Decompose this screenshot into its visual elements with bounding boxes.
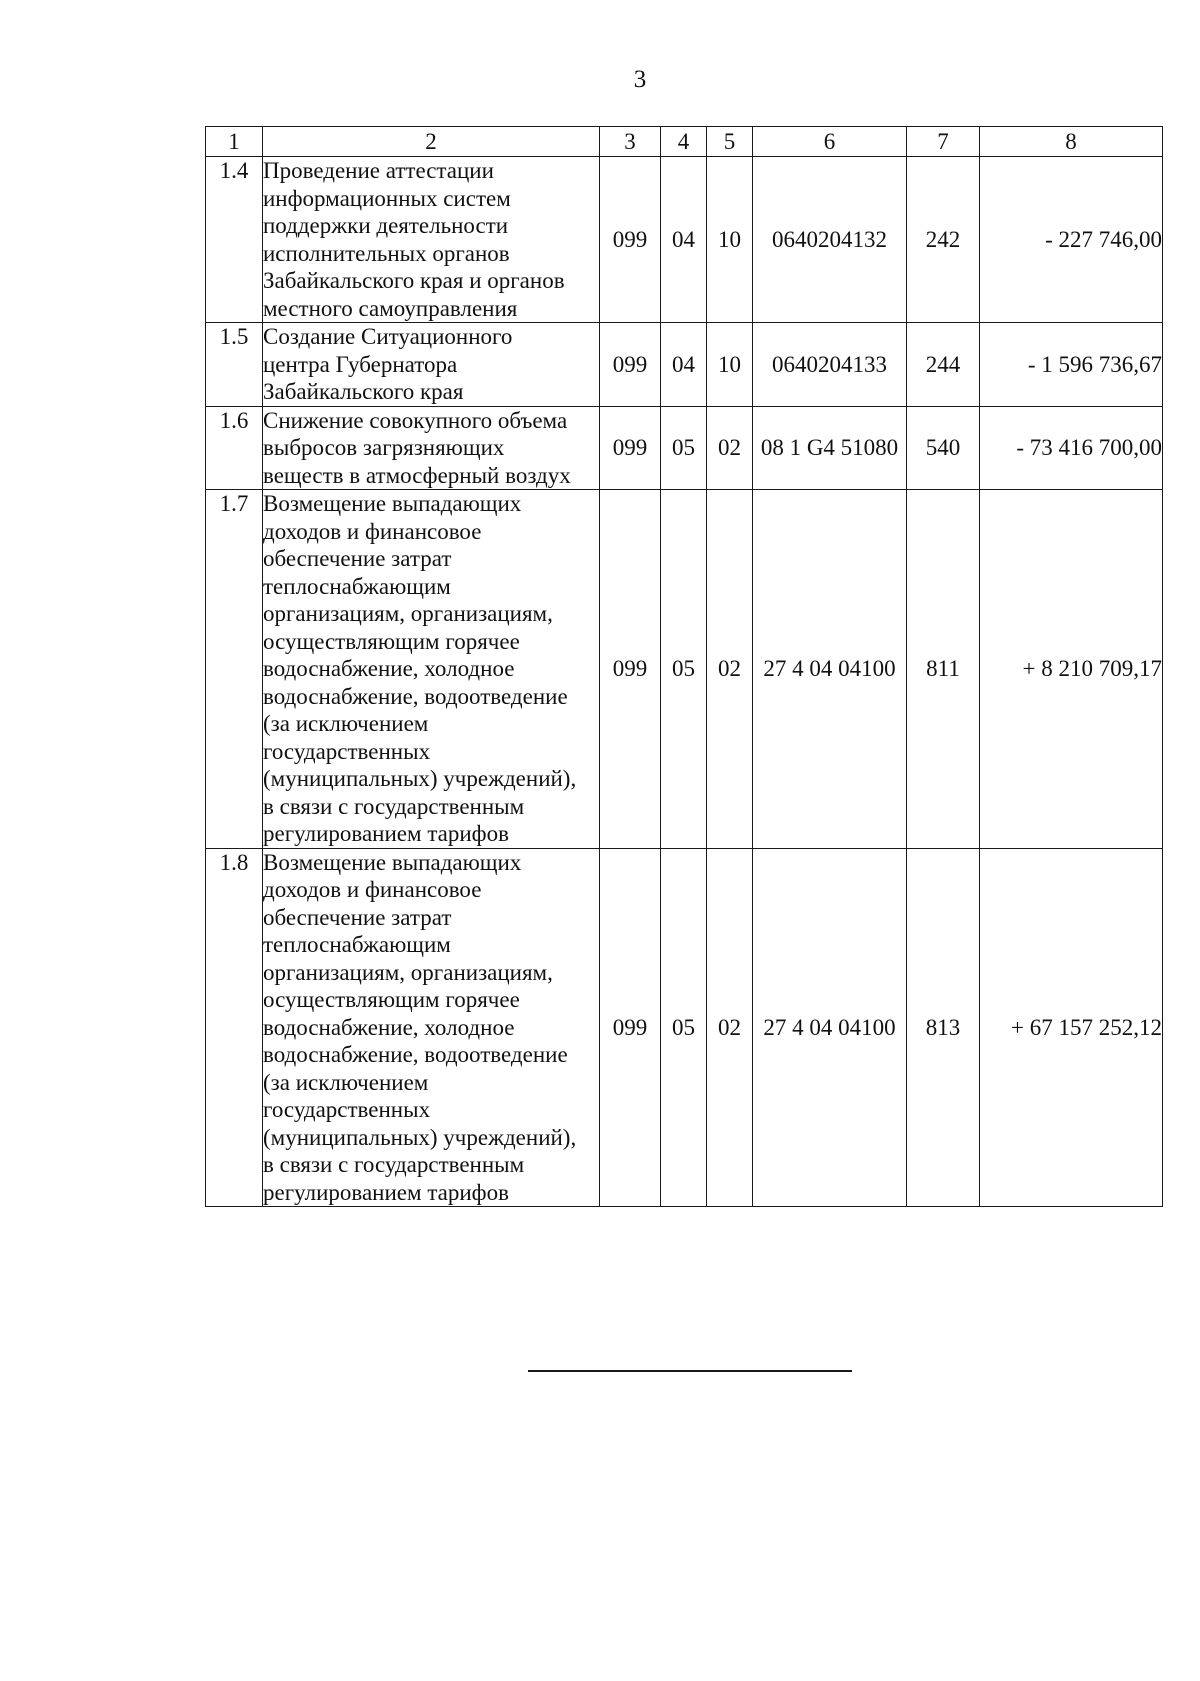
ministry-code: 099 (600, 848, 661, 1207)
target-article-code: 27 4 04 04100 (753, 848, 907, 1207)
target-article-code: 0640204132 (753, 157, 907, 323)
target-article-code: 0640204133 (753, 323, 907, 407)
expense-type-code: 244 (907, 323, 980, 407)
expense-name: Создание Ситуационного центра Губернатора Забайкальского края (263, 323, 600, 407)
expense-name: Проведение аттестации информационных систем поддержки деятельности исполнительных органов Забайкальского края и органов местного самоуправления (263, 157, 600, 323)
expense-type-code: 811 (907, 490, 980, 849)
section-code: 05 (661, 406, 707, 490)
section-code: 04 (661, 323, 707, 407)
expense-type-code: 540 (907, 406, 980, 490)
target-article-code: 08 1 G4 51080 (753, 406, 907, 490)
table-row (206, 490, 1163, 849)
amount: + 8 210 709,17 (980, 490, 1163, 849)
expense-name: Снижение совокупного объема выбросов загрязняющих веществ в атмосферный воздух (263, 406, 600, 490)
budget-changes-table (205, 126, 1163, 1207)
target-article-code: 27 4 04 04100 (753, 490, 907, 849)
ministry-code: 099 (600, 490, 661, 849)
ministry-code: 099 (600, 157, 661, 323)
amount: - 227 746,00 (980, 157, 1163, 323)
expense-name: Возмещение выпадающих доходов и финансовое обеспечение затрат теплоснабжающим организациям, организациям, осуществляющим горячее водоснабжение, холодное водоснабжение, водоотведение (за исключением государственных (муниципальных) учреждений), в связи с государственным регулированием тарифов (263, 490, 600, 849)
row-number: 1.6 (206, 406, 263, 490)
table-row (206, 406, 1163, 490)
table-row (206, 157, 1163, 323)
amount: - 1 596 736,67 (980, 323, 1163, 407)
document-end-divider (528, 1370, 852, 1372)
subsection-code: 02 (707, 848, 753, 1207)
amount: + 67 157 252,12 (980, 848, 1163, 1207)
subsection-code: 02 (707, 406, 753, 490)
header-col-4: 4 (661, 127, 707, 157)
row-number: 1.4 (206, 157, 263, 323)
header-col-5: 5 (707, 127, 753, 157)
table-row (206, 323, 1163, 407)
table-header-row (206, 127, 1163, 157)
header-col-8: 8 (980, 127, 1163, 157)
row-number: 1.5 (206, 323, 263, 407)
expense-type-code: 242 (907, 157, 980, 323)
table-row (206, 848, 1163, 1207)
section-code: 04 (661, 157, 707, 323)
expense-name: Возмещение выпадающих доходов и финансовое обеспечение затрат теплоснабжающим организациям, организациям, осуществляющим горячее водоснабжение, холодное водоснабжение, водоотведение (за исключением государственных (муниципальных) учреждений), в связи с государственным регулированием тарифов (263, 848, 600, 1207)
header-col-3: 3 (600, 127, 661, 157)
subsection-code: 02 (707, 490, 753, 849)
ministry-code: 099 (600, 323, 661, 407)
row-number: 1.7 (206, 490, 263, 849)
page-number: 3 (633, 66, 647, 93)
header-col-6: 6 (753, 127, 907, 157)
section-code: 05 (661, 848, 707, 1207)
ministry-code: 099 (600, 406, 661, 490)
header-col-7: 7 (907, 127, 980, 157)
header-col-1: 1 (206, 127, 263, 157)
section-code: 05 (661, 490, 707, 849)
row-number: 1.8 (206, 848, 263, 1207)
subsection-code: 10 (707, 323, 753, 407)
subsection-code: 10 (707, 157, 753, 323)
amount: - 73 416 700,00 (980, 406, 1163, 490)
expense-type-code: 813 (907, 848, 980, 1207)
header-col-2: 2 (263, 127, 600, 157)
